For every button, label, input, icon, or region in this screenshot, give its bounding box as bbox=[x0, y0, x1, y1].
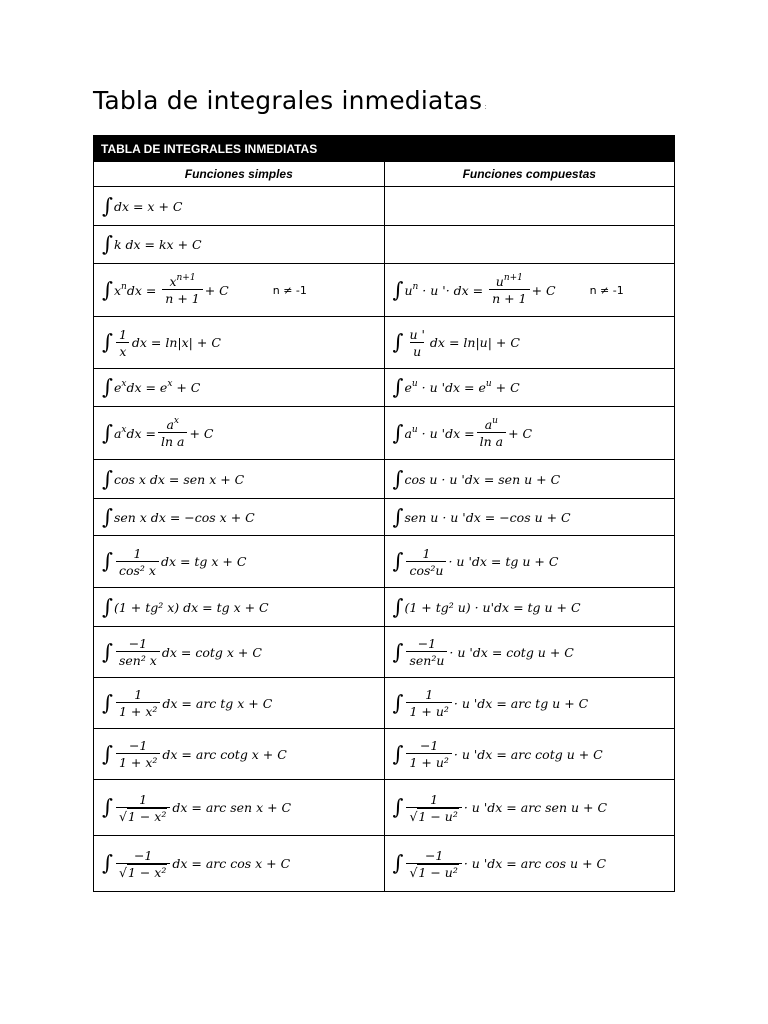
note-n-not-minus-one: n ≠ -1 bbox=[272, 283, 307, 297]
formula-sen-simple: ∫sen x dx = −cos x + C bbox=[94, 499, 385, 536]
integral-sign: ∫ bbox=[392, 420, 404, 445]
table-row bbox=[94, 627, 675, 678]
integral-sign: ∫ bbox=[392, 277, 404, 302]
integral-sign: ∫ bbox=[392, 504, 404, 529]
formula-cotg-simple: ∫ $\frac{-1}{\text{sen² x}}$ dx = cotg x + C bbox=[94, 627, 385, 678]
formula-cos-compound: ∫cos u · u 'dx = sen u + C bbox=[384, 460, 675, 499]
integral-sign: ∫ bbox=[102, 504, 113, 529]
table-row bbox=[94, 264, 675, 317]
table-row bbox=[94, 460, 675, 499]
integral-sign: ∫ bbox=[102, 594, 113, 619]
table-row bbox=[94, 836, 675, 892]
formula-arcsen-compound: ∫ $\frac{1}{\text{√1 − u²}}$ · u 'dx = arc sen u + C bbox=[384, 780, 675, 836]
integral-sign: ∫ bbox=[102, 466, 113, 491]
table-header: TABLA DE INTEGRALES INMEDIATAS bbox=[94, 136, 675, 162]
integral-sign: ∫ bbox=[392, 549, 404, 573]
formula-arccos-simple: ∫ $\frac{-1}{\text{√1 − x²}}$ dx = arc cos x + C bbox=[94, 836, 385, 892]
fraction: $\frac{1}{\text{√1 − u²}}$ bbox=[406, 792, 461, 824]
formula-arctg-compound: ∫ $\frac{1}{\text{1 + u²}}$ · u 'dx = arc tg u + C bbox=[384, 678, 675, 729]
fraction: $\frac{1}{x}$ bbox=[116, 327, 130, 359]
formula-ax-compound: $\int a^u \cdot u$ 'dx = $\frac{a^u}{\text{ln a}}$ + C bbox=[384, 407, 675, 460]
formula-power-simple: $\int x^ndx$ = $\frac{x^{n+1}}{n + 1}$ + C n ≠ -1 bbox=[94, 264, 385, 317]
formula-arccotg-compound: ∫ $\frac{-1}{\text{1 + u²}}$ · u 'dx = arc cotg u + C bbox=[384, 729, 675, 780]
fraction: $\frac{-1}{\text{sen² x}}$ bbox=[116, 636, 160, 668]
formula-tg-compound: ∫ $\frac{1}{\text{cos²u}}$ · u 'dx = tg u + C bbox=[384, 536, 675, 588]
fraction: $\frac{-1}{\text{√1 − u²}}$ bbox=[406, 848, 461, 880]
formula-ln-compound: ∫ $\frac{u '}{u}$ dx = ln|u| + C bbox=[384, 317, 675, 369]
fraction: $\frac{1}{\text{1 + u²}}$ bbox=[406, 687, 451, 719]
formula-ln-simple: ∫ $\frac{1}{x}$ dx = ln|x| + C bbox=[94, 317, 385, 369]
formula-tg2-simple: ∫(1 + tg² x) dx = tg x + C bbox=[94, 588, 385, 627]
formula-empty bbox=[384, 187, 675, 226]
page-title-colon: : bbox=[484, 102, 488, 111]
table-row bbox=[94, 499, 675, 536]
fraction: $\frac{a^x}{\text{ln a}}$ bbox=[158, 417, 187, 449]
fraction: $\frac{a^u}{\text{ln a}}$ bbox=[477, 417, 506, 449]
integral-sign: ∫ bbox=[102, 375, 113, 399]
formula-tg-simple: ∫ $\frac{1}{\text{cos² x}}$ dx = tg x + C bbox=[94, 536, 385, 588]
table-row bbox=[94, 536, 675, 588]
page-title: Tabla de integrales inmediatas : bbox=[93, 86, 488, 115]
table-row bbox=[94, 678, 675, 729]
table-row bbox=[94, 588, 675, 627]
formula-ax-simple: $\int a^xdx$ = $\frac{a^x}{\text{ln a}}$ + C bbox=[94, 407, 385, 460]
formula-exp-simple: $\int e^xdx = e^x + C$ bbox=[94, 369, 385, 407]
column-header-compound: Funciones compuestas bbox=[384, 162, 675, 187]
formula-sen-compound: ∫sen u · u 'dx = −cos u + C bbox=[384, 499, 675, 536]
integrals-table bbox=[93, 135, 675, 892]
fraction: $\frac{-1}{\text{√1 − x²}}$ bbox=[116, 848, 170, 880]
integral-sign: ∫ bbox=[392, 330, 404, 354]
table-row bbox=[94, 780, 675, 836]
formula-cos-simple: ∫cos x dx = sen x + C bbox=[94, 460, 385, 499]
integral-sign: ∫ bbox=[102, 741, 113, 766]
fraction: $\frac{1}{\text{cos² x}}$ bbox=[116, 546, 159, 578]
integral-sign: ∫ bbox=[392, 594, 404, 619]
integral-sign: ∫ bbox=[102, 851, 113, 875]
integral-sign: ∫ bbox=[102, 420, 113, 445]
table-row bbox=[94, 729, 675, 780]
formula-power-compound: $\int u^n \cdot u$ '· dx = $\frac{u^{n+1}}{n + 1}$ + C n ≠ -1 bbox=[384, 264, 675, 317]
formula-arcsen-simple: ∫ $\frac{1}{\text{√1 − x²}}$ dx = arc sen x + C bbox=[94, 780, 385, 836]
table-row bbox=[94, 187, 675, 226]
fraction: $\frac{u^{n+1}}{n + 1}$ bbox=[489, 274, 529, 306]
note-n-not-minus-one: n ≠ -1 bbox=[589, 283, 624, 297]
formula-arccos-compound: ∫ $\frac{-1}{\text{√1 − u²}}$ · u 'dx = arc cos u + C bbox=[384, 836, 675, 892]
integral-sign: ∫ bbox=[102, 193, 113, 218]
integral-sign: ∫ bbox=[392, 375, 404, 399]
integral-sign: ∫ bbox=[392, 851, 404, 875]
fraction: $\frac{-1}{\text{sen²u}}$ bbox=[406, 636, 447, 668]
fraction: $\frac{1}{\text{1 + x²}}$ bbox=[116, 687, 160, 719]
integral-sign: ∫ bbox=[392, 741, 404, 766]
integral-sign: ∫ bbox=[392, 466, 404, 491]
formula-tg2-compound: ∫(1 + tg² u) · u'dx = tg u + C bbox=[384, 588, 675, 627]
integral-sign: ∫ bbox=[102, 795, 113, 819]
fraction: $\frac{x^{n+1}}{n + 1}$ bbox=[162, 274, 202, 306]
fraction: $\frac{u '}{u}$ bbox=[409, 326, 425, 359]
formula-dx: ∫dx = x + C bbox=[94, 187, 385, 226]
fraction: $\frac{1}{\text{√1 − x²}}$ bbox=[116, 792, 170, 824]
integral-sign: ∫ bbox=[392, 795, 404, 819]
fraction: $\frac{1}{\text{cos²u}}$ bbox=[406, 546, 446, 578]
table-row bbox=[94, 369, 675, 407]
integral-sign: ∫ bbox=[102, 277, 113, 302]
formula-arccotg-simple: ∫ $\frac{-1}{\text{1 + x²}}$ dx = arc cotg x + C bbox=[94, 729, 385, 780]
integral-sign: ∫ bbox=[392, 690, 404, 715]
formula-exp-compound: $\int e^u \cdot u$ 'dx = $e^u + C$ bbox=[384, 369, 675, 407]
table-row bbox=[94, 317, 675, 369]
integral-sign: ∫ bbox=[102, 639, 113, 664]
formula-empty bbox=[384, 226, 675, 264]
integral-sign: ∫ bbox=[102, 690, 113, 715]
column-header-simple: Funciones simples bbox=[94, 162, 385, 187]
integral-sign: ∫ bbox=[102, 330, 113, 354]
integral-sign: ∫ bbox=[392, 639, 404, 664]
formula-arctg-simple: ∫ $\frac{1}{\text{1 + x²}}$ dx = arc tg x + C bbox=[94, 678, 385, 729]
fraction: $\frac{-1}{\text{1 + x²}}$ bbox=[116, 738, 160, 770]
integral-sign: ∫ bbox=[102, 232, 113, 256]
table-row bbox=[94, 407, 675, 460]
formula-cotg-compound: ∫ $\frac{-1}{\text{sen²u}}$ · u 'dx = cotg u + C bbox=[384, 627, 675, 678]
formula-k-dx: ∫k dx = kx + C bbox=[94, 226, 385, 264]
table-row bbox=[94, 226, 675, 264]
fraction: $\frac{-1}{\text{1 + u²}}$ bbox=[406, 738, 451, 770]
integral-sign: ∫ bbox=[102, 549, 113, 573]
